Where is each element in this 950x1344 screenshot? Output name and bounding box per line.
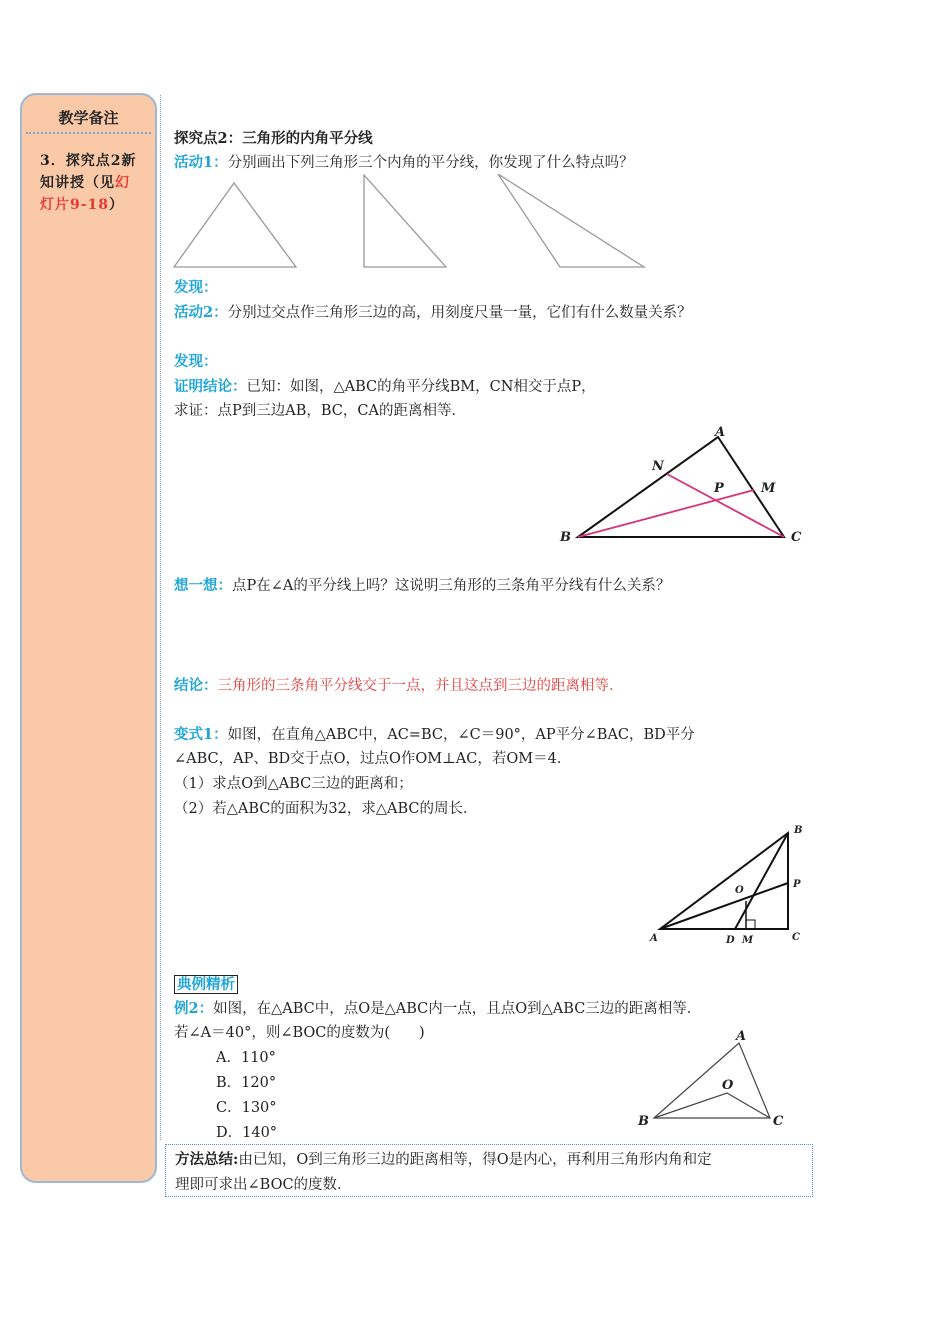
fig2-label-o: O — [735, 885, 744, 896]
option-a: A．110° — [216, 1050, 276, 1066]
method-text1: 由已知，O到三角形三边的距离相等，得O是内心，再利用三角形内角和定 — [238, 1152, 712, 1168]
option-c: C．130° — [216, 1100, 277, 1116]
triangle-obtuse — [498, 174, 644, 267]
activity1-label: 活动1： — [174, 154, 228, 171]
variant-text1: 如图，在直角△ABC中，AC=BC，∠C＝90°，AP平分∠BAC，BD平分 — [227, 727, 695, 743]
fig1-label-n: N — [652, 459, 664, 474]
fig1-label-p: P — [714, 481, 724, 496]
bisector-bd — [735, 833, 788, 929]
activity2-label: 活动2： — [174, 304, 228, 321]
proof-given-text: 已知：如图，△ABC的角平分线BM，CN相交于点P， — [246, 379, 596, 395]
activity1-text: 分别画出下列三角形三个内角的平分线，你发现了什么特点吗？ — [227, 155, 634, 171]
example-header-label: 典例精析 — [174, 975, 238, 994]
three-triangles-figure — [172, 174, 652, 272]
angle-bisector-figure — [558, 424, 808, 546]
fig3-label-c: C — [773, 1114, 784, 1129]
method-line1 — [175, 1147, 712, 1173]
fig1-label-m: M — [761, 481, 776, 496]
activity1 — [174, 150, 634, 176]
activity2 — [174, 300, 692, 326]
sidebar-divider — [26, 132, 151, 134]
fig3-label-o: O — [722, 1078, 734, 1093]
finding1-label: 发现： — [174, 279, 218, 296]
sidebar-note-prefix: 3．探究点2新知讲授（见 — [40, 153, 137, 191]
triangle-acute — [174, 183, 296, 267]
fig2-label-d: D — [726, 935, 735, 946]
conclusion — [174, 673, 624, 699]
example2-text1: 如图，在△ABC中，点O是△ABC内一点，且点O到△ABC三边的距离相等． — [213, 1001, 702, 1017]
proof-label: 证明结论： — [174, 378, 247, 395]
option-b: B．120° — [216, 1075, 277, 1091]
right-angle-mark — [746, 920, 755, 929]
variant-question2: （2）若△ABC的面积为32，求△ABC的周长． — [174, 801, 478, 817]
right-triangle-figure — [648, 823, 808, 948]
fig2-label-b: B — [794, 825, 803, 836]
proof-given — [174, 374, 596, 400]
fig2-label-c: C — [792, 932, 800, 943]
conclusion-text: 三角形的三条角平分线交于一点，并且这点到三边的距离相等． — [217, 678, 624, 694]
think — [174, 573, 670, 599]
incenter-figure — [634, 1029, 794, 1135]
example-header — [174, 972, 238, 998]
fig3-label-a: A — [736, 1029, 747, 1044]
option-d: D．140° — [216, 1125, 278, 1141]
method-summary-box — [165, 1144, 813, 1197]
fig1-label-b: B — [560, 530, 571, 545]
content-divider — [160, 95, 161, 1140]
variant-line2: ∠ABC，AP、BD交于点O，过点O作OM⊥AC，若OM＝4． — [174, 751, 572, 767]
example2-line1 — [174, 996, 701, 1022]
sidebar-title: 教学备注 — [58, 109, 119, 127]
example2-label: 例2： — [174, 1000, 214, 1017]
conclusion-label: 结论： — [174, 677, 218, 694]
fig2-label-a: A — [650, 933, 658, 944]
fig3-label-b: B — [638, 1114, 649, 1129]
fig2-label-m: M — [742, 935, 754, 946]
section-title: 探究点2：三角形的内角平分线 — [174, 130, 373, 147]
fig1-label-a: A — [715, 425, 726, 440]
variant-label: 变式1： — [174, 726, 228, 743]
method-line2: 理即可求出∠BOC的度数． — [175, 1177, 352, 1193]
segments-bo-oc — [654, 1093, 770, 1118]
method-label: 方法总结: — [175, 1151, 239, 1168]
fig2-label-p: P — [793, 879, 801, 890]
example2-line2: 若∠A＝40°，则∠BOC的度数为( ) — [174, 1025, 425, 1041]
teaching-notes-sidebar — [20, 93, 157, 1183]
bisector-bm — [578, 490, 754, 537]
triangle-right — [364, 175, 446, 267]
bisector-ap — [660, 883, 788, 929]
fig1-label-c: C — [791, 530, 802, 545]
variant-line1 — [174, 722, 695, 748]
finding2-label: 发现： — [174, 353, 218, 370]
think-text: 点P在∠A的平分线上吗？这说明三角形的三条角平分线有什么关系？ — [232, 578, 671, 594]
triangle-abc — [578, 437, 784, 537]
triangle-abc-example — [654, 1043, 770, 1118]
think-label: 想一想： — [174, 577, 232, 594]
sidebar-note-suffix: ） — [109, 197, 125, 213]
variant-question1: （1）求点O到△ABC三边的距离和； — [174, 776, 413, 792]
proof-statement: 求证：点P到三边AB，BC，CA的距离相等． — [174, 403, 466, 419]
method-text — [175, 1147, 712, 1198]
sidebar-note-slides: 幻灯片9-18 — [40, 175, 130, 213]
right-triangle-abc — [660, 833, 788, 929]
sidebar-note — [40, 150, 142, 216]
activity2-text: 分别过交点作三角形三边的高，用刻度尺量一量，它们有什么数量关系？ — [227, 305, 692, 321]
